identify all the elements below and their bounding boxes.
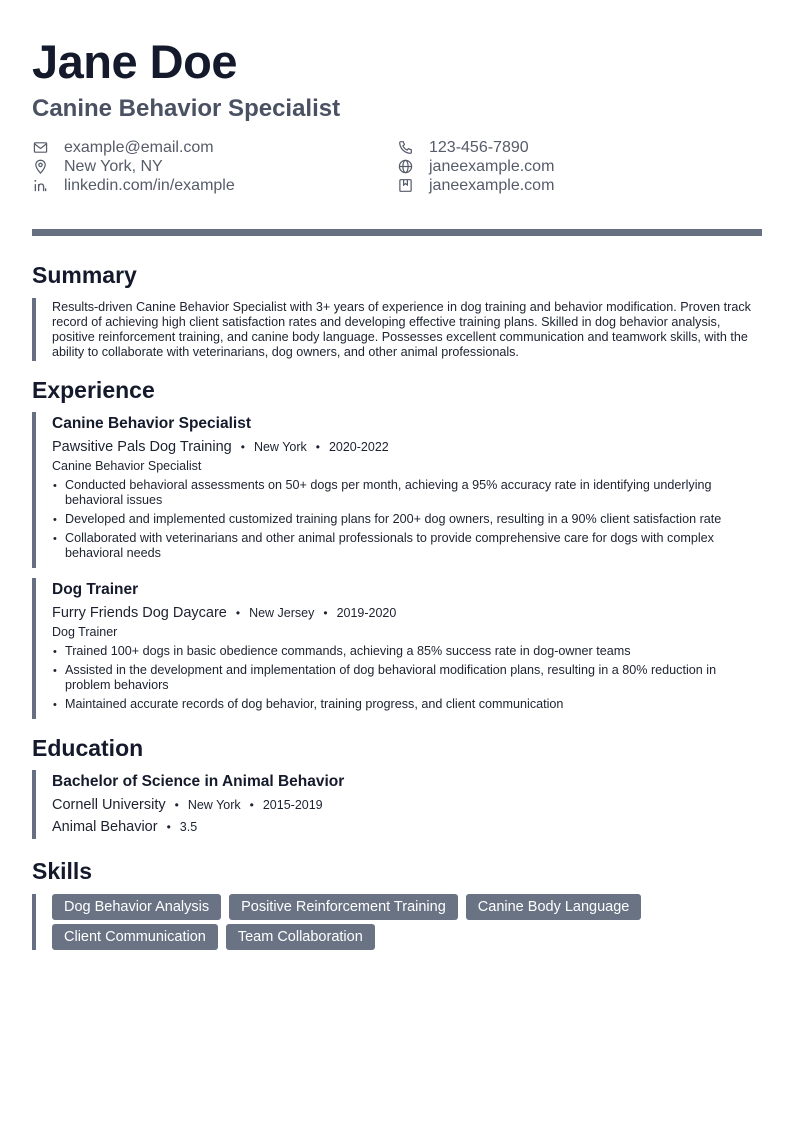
job-company: Furry Friends Dog Daycare — [52, 605, 227, 621]
education-entry — [32, 770, 762, 839]
contact-linkedin-text: linkedin.com/in/example — [64, 176, 235, 194]
mail-icon — [32, 140, 48, 156]
job-bullet: • Trained 100+ dogs in basic obedience commands, achieving a 85% success rate in dog-owner teams — [52, 644, 762, 659]
candidate-role: Canine Behavior Specialist — [32, 95, 341, 122]
job-bullets — [52, 644, 762, 712]
portfolio-icon — [397, 178, 413, 194]
education-field-meta — [52, 818, 762, 836]
globe-icon — [397, 159, 413, 175]
gpa-value: 3.5 — [179, 820, 198, 834]
header-divider — [32, 229, 762, 236]
skills-body — [32, 894, 762, 950]
job-subtitle: Dog Trainer — [52, 625, 118, 639]
skill-chip: Positive Reinforcement Training — [229, 894, 458, 920]
field-of-study: Animal Behavior — [52, 819, 158, 835]
education-heading: Education — [32, 735, 144, 761]
contact-phone[interactable] — [397, 138, 762, 157]
contact-linkedin[interactable] — [32, 176, 397, 195]
contact-portfolio-text: janeexample.com — [429, 176, 555, 194]
education-dates: 2015-2019 — [262, 798, 323, 812]
job-dates: 2019-2020 — [336, 606, 397, 620]
job-company: Pawsitive Pals Dog Training — [52, 439, 232, 455]
job-subtitle: Canine Behavior Specialist — [52, 459, 202, 473]
skill-chip: Dog Behavior Analysis — [52, 894, 221, 920]
experience-section — [32, 376, 762, 719]
job-entry — [32, 578, 762, 719]
job-dates: 2020-2022 — [328, 440, 389, 454]
job-bullet: • Maintained accurate records of dog behavior, training progress, and client communication — [52, 697, 762, 712]
job-bullet: • Developed and implemented customized training plans for 200+ dog owners, resulting in a 90% client satisfaction rate — [52, 512, 762, 527]
contact-location-text: New York, NY — [64, 157, 163, 175]
skills-heading: Skills — [32, 858, 93, 884]
summary-heading: Summary — [32, 262, 137, 288]
separator-dot: • — [249, 798, 254, 812]
school-location: New York — [187, 798, 241, 812]
school-name: Cornell University — [52, 797, 166, 813]
job-bullets — [52, 478, 762, 561]
job-bullet: • Assisted in the development and implementation of dog behavioral modification plans, resulting in a 80% reduction in problem behaviors — [52, 663, 762, 693]
separator-dot: • — [323, 606, 328, 620]
experience-heading: Experience — [32, 377, 155, 403]
summary-body — [32, 298, 762, 361]
separator-dot: • — [240, 440, 245, 454]
contact-website[interactable] — [397, 157, 762, 176]
job-bullet: • Conducted behavioral assessments on 50+ dogs per month, achieving a 95% accuracy rate in identifying underlying behavioral issues — [52, 478, 762, 508]
location-pin-icon — [32, 159, 48, 175]
contact-email[interactable] — [32, 138, 397, 157]
contact-location — [32, 157, 397, 176]
skills-list — [52, 894, 752, 950]
phone-icon — [397, 140, 413, 156]
skills-section — [32, 857, 762, 950]
job-title: Canine Behavior Specialist — [52, 415, 251, 432]
education-meta — [52, 796, 762, 814]
summary-text: Results-driven Canine Behavior Specialist with 3+ years of experience in dog training and behavior modification. Proven track record of achieving high client satisfaction rates and developing effective training plans. Skilled in dog behavior analysis, positive reinforcement training, and canine body language. Possesses excellent communication and teamwork skills, with the ability to collaborate with veterinarians, dog owners, and other animal professionals. — [52, 300, 751, 359]
separator-dot: • — [166, 820, 171, 834]
contact-website-text: janeexample.com — [429, 157, 555, 175]
summary-section — [32, 261, 762, 361]
education-section — [32, 734, 762, 839]
contact-phone-text: 123-456-7890 — [429, 138, 529, 156]
separator-dot: • — [174, 798, 179, 812]
job-bullet: • Collaborated with veterinarians and other animal professionals to provide comprehensive care for dogs with complex behavioral needs — [52, 531, 762, 561]
job-meta — [52, 438, 762, 456]
degree-title: Bachelor of Science in Animal Behavior — [52, 773, 345, 790]
contact-email-text: example@email.com — [64, 138, 214, 156]
candidate-name: Jane Doe — [32, 35, 237, 88]
contact-block — [32, 138, 762, 195]
job-entry — [32, 412, 762, 568]
skill-chip: Canine Body Language — [466, 894, 642, 920]
contact-portfolio[interactable] — [397, 176, 762, 195]
job-meta — [52, 604, 762, 622]
separator-dot: • — [315, 440, 320, 454]
skill-chip: Team Collaboration — [226, 924, 375, 950]
skill-chip: Client Communication — [52, 924, 218, 950]
separator-dot: • — [235, 606, 241, 620]
job-title: Dog Trainer — [52, 581, 139, 598]
linkedin-icon — [32, 178, 48, 194]
job-location: New Jersey — [249, 606, 315, 620]
job-location: New York — [253, 440, 307, 454]
